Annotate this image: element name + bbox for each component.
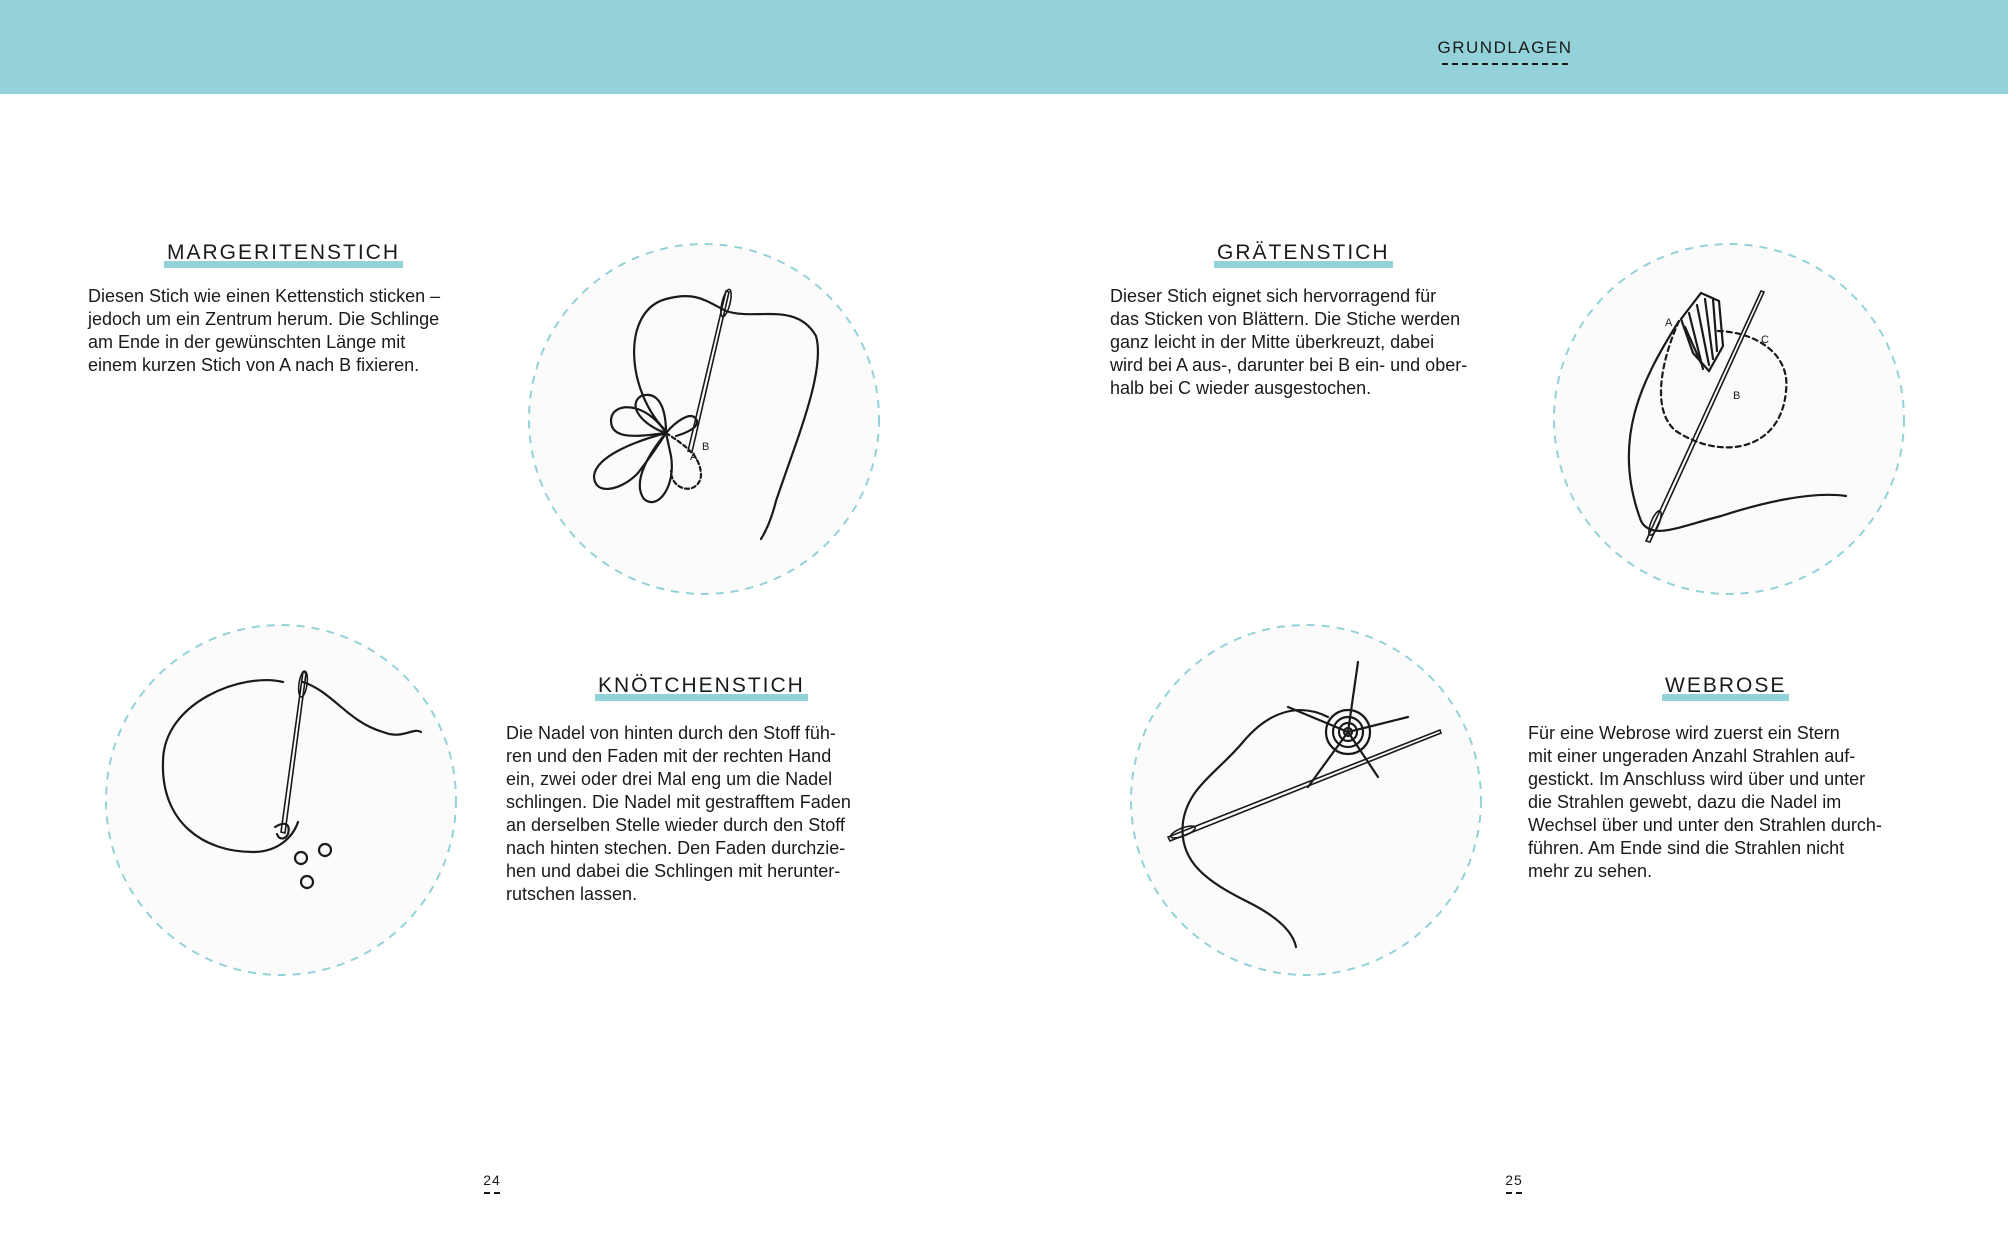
- graetenstich-title: GRÄTENSTICH: [1214, 241, 1393, 268]
- webrose-text: Für eine Webrose wird zuerst ein Stern mit einer ungeraden Anzahl Strahlen auf- gestickt. Im Anschluss wird über und unter die Strahlen gewebt, dazu die Nadel im Wechsel über und unter den Strahlen durch- führen. Am Ende sind die Strahlen nicht mehr zu sehen.: [1528, 723, 1882, 881]
- header-band: [0, 0, 2008, 94]
- label-c: C: [1761, 334, 1769, 346]
- label-a: A: [1665, 317, 1673, 329]
- knoetchenstich-illustration: [103, 622, 459, 978]
- graetenstich-illustration: [1551, 241, 1907, 597]
- section-label: GRUNDLAGEN: [1430, 38, 1580, 61]
- margeritenstich-title: MARGERITENSTICH: [164, 241, 403, 268]
- knoetchenstich-title: KNÖTCHENSTICH: [595, 674, 808, 701]
- knoetchenstich-text: Die Nadel von hinten durch den Stoff füh- ren und den Faden mit der rechten Hand ein, zwei oder drei Mal eng um die Nadel schlingen. Die Nadel mit gestrafftem Faden an derselben Stelle wieder durch den Stoff nach hinten stechen. Den Faden durchzie- hen und dabei die Schlingen mit herunter- rutschen lassen.: [506, 723, 851, 904]
- webrose-illustration: [1128, 622, 1484, 978]
- margeritenstich-text: Diesen Stich wie einen Kettenstich sticken – jedoch um ein Zentrum herum. Die Schlinge am Ende in der gewünschten Länge mit einem kurzen Stich von A nach B fixieren.: [88, 286, 441, 375]
- label-a: A: [690, 451, 698, 463]
- label-b: B: [1733, 390, 1741, 402]
- webrose-title: WEBROSE: [1662, 674, 1789, 701]
- page-number-left: 24: [472, 1172, 512, 1192]
- page-number-right: 25: [1494, 1172, 1534, 1192]
- label-b: B: [702, 441, 710, 453]
- graetenstich-text: Dieser Stich eignet sich hervorragend für das Sticken von Blättern. Die Stiche werden ganz leicht in der Mitte überkreuzt, dabei wird bei A aus-, darunter bei B ein- und ober- halb bei C wieder ausgestochen.: [1110, 286, 1468, 398]
- margeritenstich-illustration: [526, 241, 882, 597]
